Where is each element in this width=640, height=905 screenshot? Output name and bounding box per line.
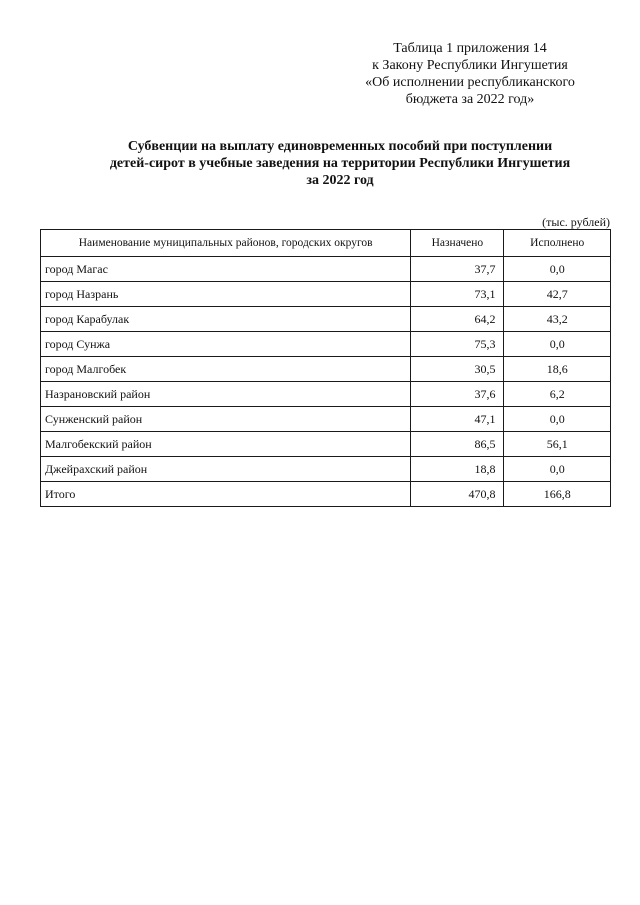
table-row [41, 307, 611, 332]
row-planned: 64,2 [411, 307, 504, 332]
row-planned: 37,6 [411, 382, 504, 407]
row-executed: 42,7 [504, 282, 611, 307]
row-executed: 0,0 [504, 457, 611, 482]
row-planned: 75,3 [411, 332, 504, 357]
row-name: город Назрань [41, 282, 411, 307]
units-label: (тыс. рублей) [542, 215, 610, 229]
appendix-note-line: Таблица 1 приложения 14 [393, 41, 547, 56]
table-row [41, 457, 611, 482]
row-name: город Магас [41, 257, 411, 282]
appendix-note-line: к Закону Республики Ингушетия [372, 58, 568, 73]
table-header-row [41, 230, 611, 257]
header-name: Наименование муниципальных районов, городских округов [41, 230, 411, 257]
row-executed: 56,1 [504, 432, 611, 457]
appendix-note-line: бюджета за 2022 год» [405, 92, 535, 107]
row-name: город Карабулак [41, 307, 411, 332]
table-row [41, 432, 611, 457]
total-label: Итого [41, 482, 411, 507]
row-executed: 18,6 [504, 357, 611, 382]
row-name: Сунженский район [41, 407, 411, 432]
row-name: город Малгобек [41, 357, 411, 382]
table-row [41, 382, 611, 407]
row-executed: 0,0 [504, 332, 611, 357]
row-name: город Сунжа [41, 332, 411, 357]
table-total-row [41, 482, 611, 507]
header-planned: Назначено [411, 230, 504, 257]
row-planned: 86,5 [411, 432, 504, 457]
table-row [41, 357, 611, 382]
row-name: Малгобекский район [41, 432, 411, 457]
row-planned: 30,5 [411, 357, 504, 382]
appendix-note [340, 40, 600, 108]
row-planned: 37,7 [411, 257, 504, 282]
row-executed: 6,2 [504, 382, 611, 407]
table-row [41, 282, 611, 307]
document-title-line: Субвенции на выплату единовременных пособий при поступлении [127, 139, 553, 154]
subvention-table [40, 229, 611, 507]
table-row [41, 257, 611, 282]
row-planned: 47,1 [411, 407, 504, 432]
table-row [41, 407, 611, 432]
row-executed: 43,2 [504, 307, 611, 332]
total-executed: 166,8 [504, 482, 611, 507]
row-planned: 73,1 [411, 282, 504, 307]
row-executed: 0,0 [504, 257, 611, 282]
row-name: Назрановский район [41, 382, 411, 407]
row-name: Джейрахский район [41, 457, 411, 482]
appendix-note-line: «Об исполнении республиканского [365, 75, 575, 90]
document-title-line: детей-сирот в учебные заведения на территории Республики Ингушетия [109, 156, 571, 171]
document-title [60, 138, 620, 189]
table-row [41, 332, 611, 357]
row-executed: 0,0 [504, 407, 611, 432]
total-planned: 470,8 [411, 482, 504, 507]
row-planned: 18,8 [411, 457, 504, 482]
document-title-line: за 2022 год [306, 173, 374, 188]
header-executed: Исполнено [504, 230, 611, 257]
